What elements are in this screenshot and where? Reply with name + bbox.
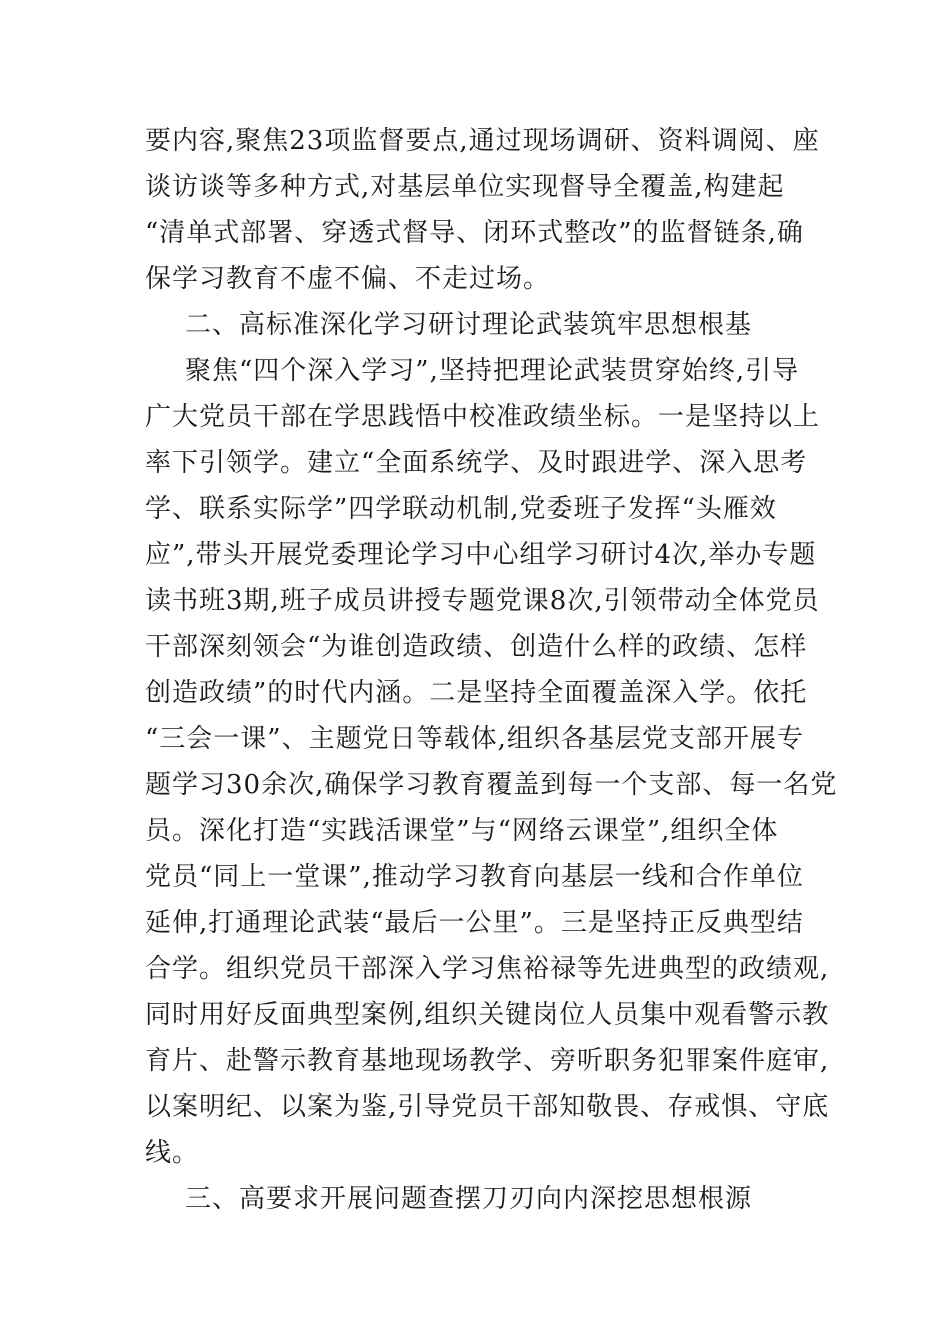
paragraph-line: 谈访谈等多种方式,对基层单位实现督导全覆盖,构建起: [145, 172, 785, 202]
paragraph-line: “三会一课”、主题党日等载体,组织各基层党支部开展专: [145, 724, 804, 754]
paragraph-line: 育片、赴警示教育基地现场教学、旁听职务犯罪案件庭审,: [145, 1046, 830, 1076]
paragraph-line: 员。深化打造“实践活课堂”与“网络云课堂”,组织全体: [145, 816, 779, 846]
paragraph-line: 创造政绩”的时代内涵。二是坚持全面覆盖深入学。依托: [145, 678, 808, 708]
paragraph-line: 延伸,打通理论武装“最后一公里”。三是坚持正反典型结: [145, 908, 804, 938]
paragraph-line: 干部深刻领会“为谁创造政绩、创造什么样的政绩、怎样: [145, 632, 808, 662]
paragraph-line: 广大党员干部在学思践悟中校准政绩坐标。一是坚持以上: [145, 402, 821, 432]
paragraph-line: 同时用好反面典型案例,组织关键岗位人员集中观看警示教: [145, 1000, 830, 1030]
document-body: [145, 118, 838, 1222]
paragraph-line: 合学。组织党员干部深入学习焦裕禄等先进典型的政绩观,: [145, 954, 830, 984]
paragraph-line: 要内容,聚焦23项监督要点,通过现场调研、资料调阅、座: [145, 126, 820, 156]
paragraph-line: 保学习教育不虚不偏、不走过场。: [145, 264, 551, 294]
paragraph-line: 以案明纪、以案为鉴,引导党员干部知敬畏、存戒惧、守底: [145, 1092, 830, 1122]
paragraph-line: 聚焦“四个深入学习”,坚持把理论武装贯穿始终,引导: [185, 356, 800, 386]
paragraph-line: 读书班3期,班子成员讲授专题党课8次,引领带动全体党员: [145, 586, 820, 616]
section-heading-3: 三、高要求开展问题查摆刀刃向内深挖思想根源: [185, 1184, 753, 1214]
paragraph-line: 党员“同上一堂课”,推动学习教育向基层一线和合作单位: [145, 862, 804, 892]
paragraph-line: 题学习30余次,确保学习教育覆盖到每一个支部、每一名党: [145, 770, 838, 800]
paragraph-line: 线。: [145, 1138, 200, 1168]
paragraph-line: 学、联系实际学”四学联动机制,党委班子发挥“头雁效: [145, 494, 777, 524]
paragraph-line: “清单式部署、穿透式督导、闭环式整改”的监督链条,确: [145, 218, 804, 248]
section-heading-2: 二、高标准深化学习研讨理论武装筑牢思想根基: [185, 310, 753, 340]
paragraph-line: 应”,带头开展党委理论学习中心组学习研讨4次,举办专题: [145, 540, 817, 570]
paragraph-line: 率下引领学。建立“全面系统学、及时跟进学、深入思考: [145, 448, 808, 478]
